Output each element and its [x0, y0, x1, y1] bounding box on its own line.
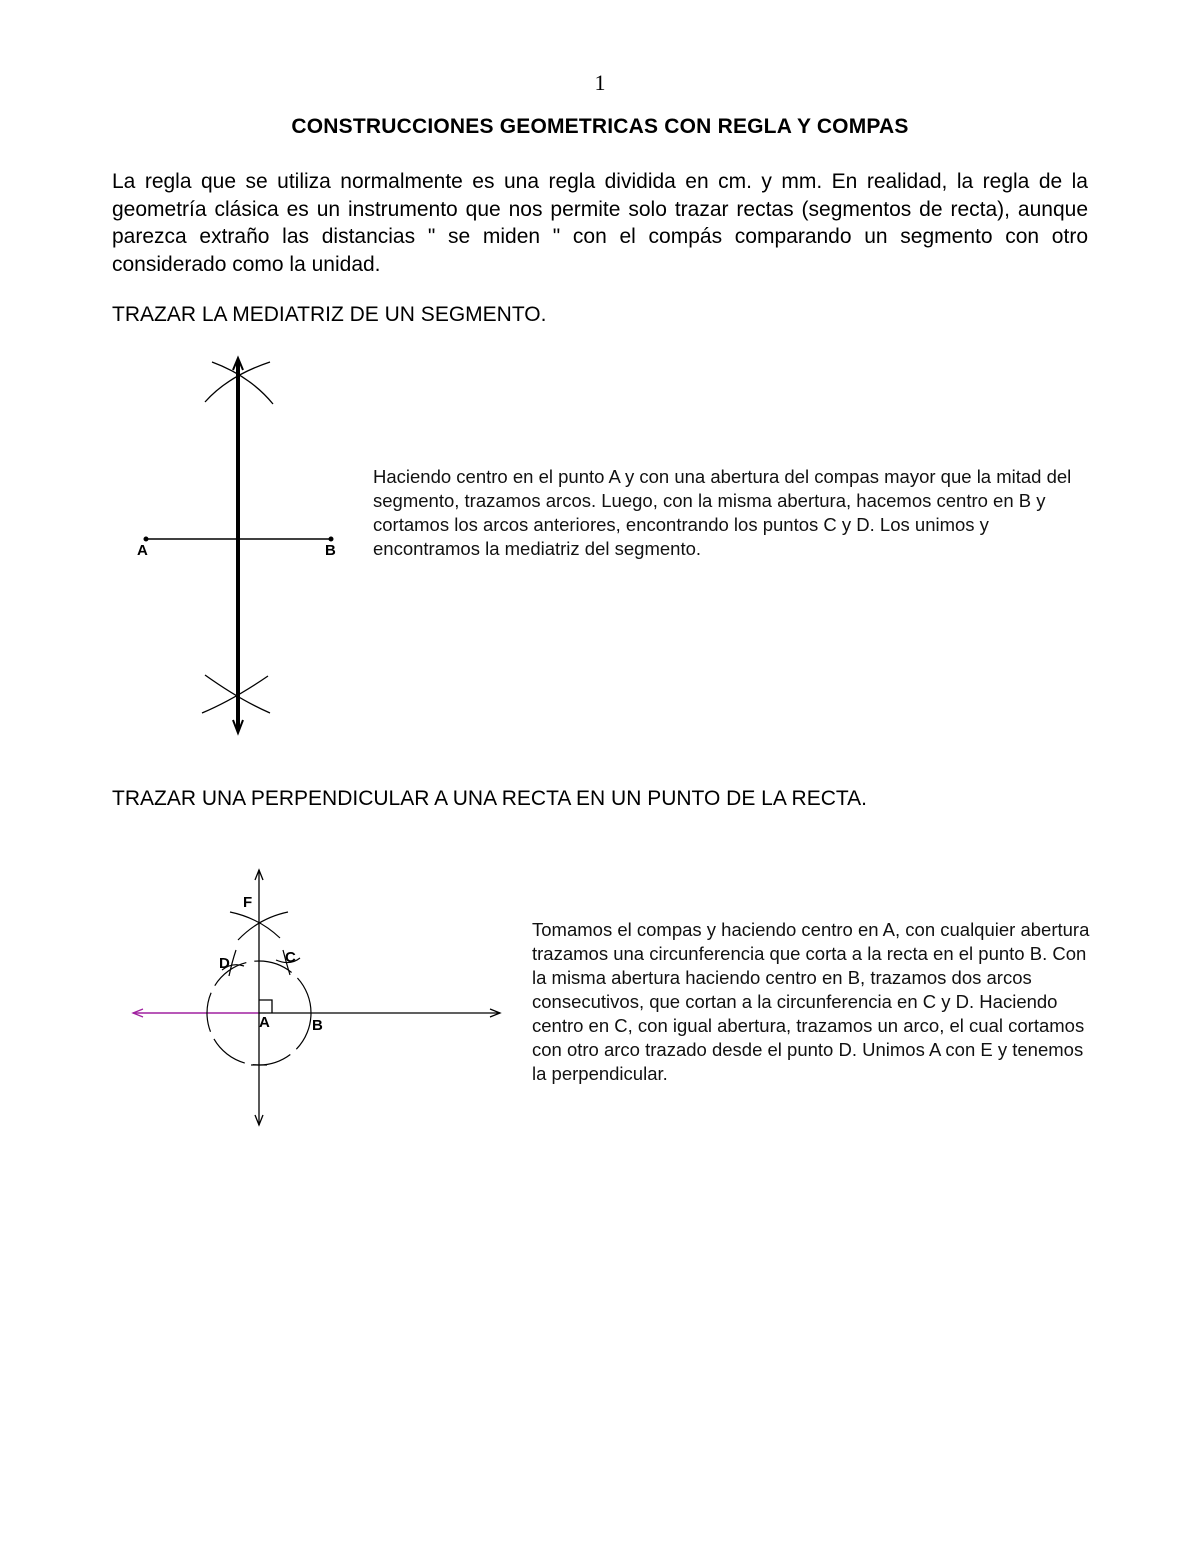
page-title: CONSTRUCCIONES GEOMETRICAS CON REGLA Y COMPAS [291, 115, 909, 138]
right-angle-marker [259, 1000, 272, 1013]
section1-description: Haciendo centro en el punto A y con una abertura del compas mayor que la mitad del segmento, trazamos arcos. Luego, con la misma abertura, hacemos centro en B y cortamos los arcos anteriores, encontrando los puntos C y D. Los unimos y encontramos la mediatriz del segmento. [373, 466, 1072, 559]
label-d: D [219, 955, 230, 972]
section1-heading: TRAZAR LA MEDIATRIZ DE UN SEGMENTO. [112, 303, 547, 326]
label-f: F [243, 894, 253, 911]
label-a2: A [259, 1014, 270, 1031]
label-c: C [285, 949, 296, 966]
label-b: B [325, 542, 336, 559]
intro-paragraph: La regla que se utiliza normalmente es una regla dividida en cm. y mm. En realidad, la regla de la geometría clásica es un instrumento que nos permite solo trazar rectas (segmentos de recta), aunque parezca extraño las distancias " se miden " con el compás comparando un segmento con otro considerado como la unidad. [112, 170, 1088, 276]
arc-d-2 [229, 950, 236, 976]
page-number: 1 [594, 70, 606, 95]
point-a [144, 537, 148, 541]
label-a: A [137, 542, 148, 559]
point-b [329, 537, 333, 541]
section2-heading: TRAZAR UNA PERPENDICULAR A UNA RECTA EN UN PUNTO DE LA RECTA. [112, 787, 867, 810]
section2-description: Tomamos el compas y haciendo centro en A, con cualquier abertura trazamos una circunferencia que corta a la recta en el punto B. Con la misma abertura haciendo centro en B, trazamos dos arcos consecutivos, que cortan a la circunferencia en C y D. Haciendo centro en C, con igual abertura, trazamos un arco, el cual cortamos con otro arco trazado desde el punto D. Unimos A con E y tenemos la perpendicular. [532, 919, 1090, 1084]
label-b2: B [312, 1017, 323, 1034]
